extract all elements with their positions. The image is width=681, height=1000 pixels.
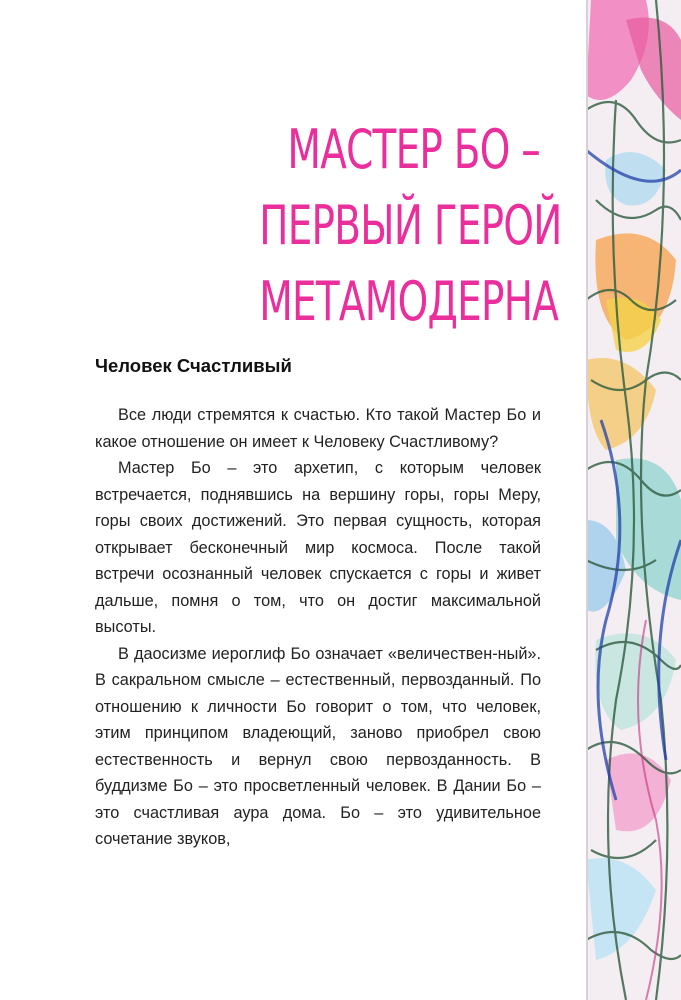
paragraph: В даосизме иероглиф Бо означает «величествен-ный». В сакральном смысле – естественный, первозданный. По отношению к личности Бо говорит о том, что человек, этим принципом владеющий, заново приобрел свою естественность и вернул свою первозданность. В буддизме Бо – это просветленный человек. В Дании Бо – это счастливая аура дома. Бо – это удивительное сочетание звуков, [95,644,541,848]
chapter-title-line: МАСТЕР БО – [287,118,540,181]
chapter-title-line: МЕТАМОДЕРНА [259,270,559,333]
section-heading: Человек Счастливый [95,355,292,376]
decorative-art-strip [586,0,681,1000]
abstract-painting-image [586,0,681,1000]
chapter-title [259,112,562,340]
chapter-title-line: ПЕРВЫЙ ГЕРОЙ [259,194,562,257]
paragraph: Мастер Бо – это архетип, с которым человек встречается, поднявшись на вершину горы, горы Меру, горы своих достижений. Это первая сущность, которая открывает бесконечный мир космоса. После такой встречи осознанный человек спускается с горы и живет дальше, помня о том, что он достиг максимальной высоты. [95,459,541,636]
body-text [95,402,541,853]
paragraph: Все люди стремятся к счастью. Кто такой Мастер Бо и какое отношение он имеет к Человеку Счастливому? [95,406,541,451]
